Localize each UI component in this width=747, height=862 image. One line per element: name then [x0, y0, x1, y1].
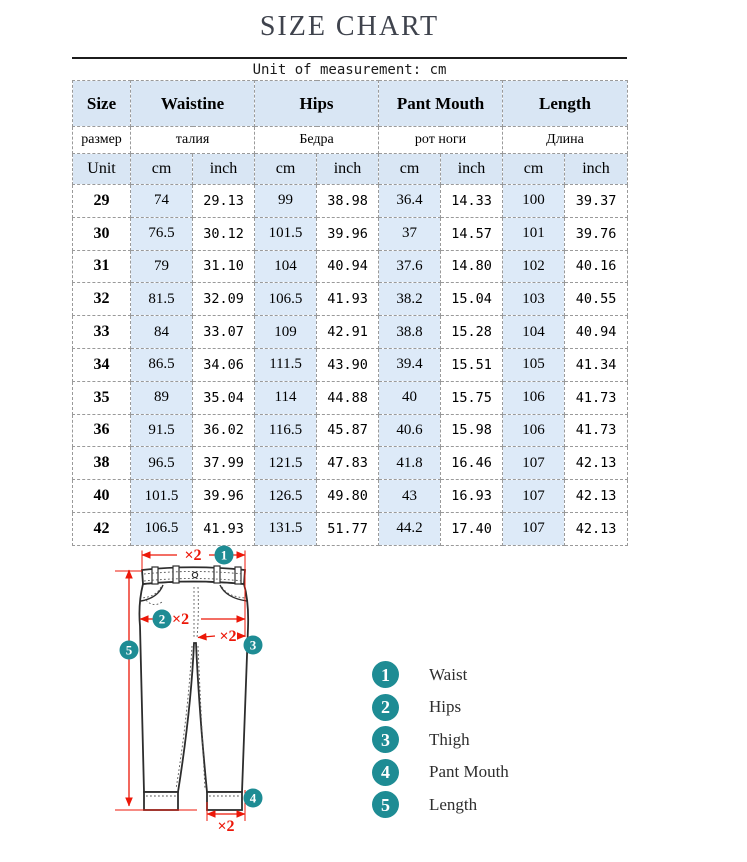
- waist-cm-cell: 86.5: [131, 348, 193, 381]
- unit-row: [73, 154, 628, 185]
- left-cuff: [144, 792, 178, 810]
- pants-outline: [139, 566, 248, 810]
- hips-cm-cell: 106.5: [255, 283, 317, 316]
- waist-cm-cell: 79: [131, 250, 193, 283]
- pant-mouth-cm-cell: 40.6: [379, 414, 441, 447]
- waist-cm-cell: 84: [131, 316, 193, 349]
- size-row: [73, 316, 628, 349]
- length-inch-cell: 39.76: [565, 217, 628, 250]
- pant-mouth-cm-cell: 43: [379, 480, 441, 513]
- legend-badge-2: 2: [372, 694, 399, 721]
- size-row: [73, 217, 628, 250]
- legend-badge-5: 5: [372, 791, 399, 818]
- length-inch-cell: 41.73: [565, 381, 628, 414]
- length-cm-cell: 101: [503, 217, 565, 250]
- hips-inch-cell: 47.83: [317, 447, 379, 480]
- title-divider: [72, 57, 627, 59]
- length-cm-cell: 100: [503, 185, 565, 218]
- pant-mouth-cm-cell: 37.6: [379, 250, 441, 283]
- length-inch-cell: 40.55: [565, 283, 628, 316]
- hips-cm-cell: 109: [255, 316, 317, 349]
- size-row: [73, 447, 628, 480]
- hips-x2-label: ×2: [172, 611, 190, 628]
- russian-length: Длина: [503, 127, 628, 154]
- legend-item-length: [372, 791, 509, 818]
- length-inch-cell: 42.13: [565, 480, 628, 513]
- pant-mouth-cm-cell: 40: [379, 381, 441, 414]
- legend-label: Pant Mouth: [429, 762, 509, 781]
- length-inch-cell: 40.16: [565, 250, 628, 283]
- waist-inch-cell: 35.04: [193, 381, 255, 414]
- unit-cell: cm: [379, 154, 441, 185]
- russian-header-row: [73, 127, 628, 154]
- pant-mouth-cm-cell: 41.8: [379, 447, 441, 480]
- size-table-body: [73, 185, 628, 546]
- size-cell: 32: [73, 283, 131, 316]
- length-inch-cell: 41.73: [565, 414, 628, 447]
- legend-item-waist: [372, 661, 509, 688]
- svg-text:3: 3: [249, 637, 257, 653]
- length-cm-cell: 104: [503, 316, 565, 349]
- unit-cell: inch: [441, 154, 503, 185]
- header-hips: Hips: [255, 81, 379, 127]
- waist-inch-cell: 32.09: [193, 283, 255, 316]
- pant-mouth-inch-cell: 17.40: [441, 512, 503, 545]
- pant-mouth-inch-cell: 14.80: [441, 250, 503, 283]
- pant-mouth-cm-cell: 36.4: [379, 185, 441, 218]
- size-cell: 40: [73, 480, 131, 513]
- size-row: [73, 250, 628, 283]
- hips-cm-cell: 104: [255, 250, 317, 283]
- size-cell: 35: [73, 381, 131, 414]
- waist-button-icon: [192, 572, 197, 577]
- legend-item-thigh: [372, 726, 509, 753]
- waist-inch-cell: 36.02: [193, 414, 255, 447]
- size-chart-sheet: [72, 0, 627, 546]
- unit-cell: inch: [193, 154, 255, 185]
- hips-inch-cell: 44.88: [317, 381, 379, 414]
- russian-size: размер: [73, 127, 131, 154]
- unit-cell: cm: [255, 154, 317, 185]
- pant-mouth-cm-cell: 44.2: [379, 512, 441, 545]
- pant-mouth-cm-cell: 39.4: [379, 348, 441, 381]
- unit-cell: inch: [565, 154, 628, 185]
- header-row: [73, 81, 628, 127]
- pant-mouth-inch-cell: 15.98: [441, 414, 503, 447]
- size-cell: 29: [73, 185, 131, 218]
- waist-inch-cell: 30.12: [193, 217, 255, 250]
- page-title: SIZE CHART: [259, 11, 440, 42]
- legend-label: Hips: [429, 697, 462, 716]
- waist-inch-cell: 39.96: [193, 480, 255, 513]
- pant-mouth-inch-cell: 16.93: [441, 480, 503, 513]
- legend-badge-4: 4: [372, 759, 399, 786]
- length-inch-cell: 39.37: [565, 185, 628, 218]
- pant-mouth-inch-cell: 14.57: [441, 217, 503, 250]
- svg-text:4: 4: [249, 790, 257, 806]
- legend-label: Waist: [429, 664, 468, 684]
- size-row: [73, 480, 628, 513]
- unit-cell: cm: [503, 154, 565, 185]
- waist-inch-cell: 29.13: [193, 185, 255, 218]
- length-cm-cell: 105: [503, 348, 565, 381]
- size-row: [73, 283, 628, 316]
- legend-item-pant-mouth: [372, 759, 509, 786]
- waist-inch-cell: 37.99: [193, 447, 255, 480]
- size-cell: 38: [73, 447, 131, 480]
- waist-cm-cell: 91.5: [131, 414, 193, 447]
- length-inch-cell: 41.34: [565, 348, 628, 381]
- pant-mouth-x2-label: ×2: [217, 818, 235, 835]
- hips-cm-cell: 126.5: [255, 480, 317, 513]
- hips-cm-cell: 121.5: [255, 447, 317, 480]
- russian-pant-mouth: рот ноги: [379, 127, 503, 154]
- hips-inch-cell: 51.77: [317, 512, 379, 545]
- hips-inch-cell: 43.90: [317, 348, 379, 381]
- hips-inch-cell: 40.94: [317, 250, 379, 283]
- hips-cm-cell: 116.5: [255, 414, 317, 447]
- length-cm-cell: 107: [503, 447, 565, 480]
- size-cell: 42: [73, 512, 131, 545]
- right-cuff: [207, 792, 242, 810]
- size-row: [73, 381, 628, 414]
- hips-inch-cell: 39.96: [317, 217, 379, 250]
- header-waistine: Waistine: [131, 81, 255, 127]
- length-inch-cell: 42.13: [565, 512, 628, 545]
- size-cell: 30: [73, 217, 131, 250]
- waist-cm-cell: 101.5: [131, 480, 193, 513]
- header-length: Length: [503, 81, 628, 127]
- pant-mouth-inch-cell: 15.28: [441, 316, 503, 349]
- unit-subtitle: Unit of measurement: cm: [252, 62, 447, 78]
- unit-label-cell: Unit: [73, 154, 131, 185]
- pant-mouth-inch-cell: 15.04: [441, 283, 503, 316]
- svg-text:5: 5: [125, 642, 133, 658]
- size-cell: 36: [73, 414, 131, 447]
- waist-cm-cell: 81.5: [131, 283, 193, 316]
- size-cell: 31: [73, 250, 131, 283]
- legend-label: Thigh: [429, 729, 470, 749]
- size-cell: 33: [73, 316, 131, 349]
- pant-mouth-inch-cell: 15.51: [441, 348, 503, 381]
- length-cm-cell: 106: [503, 381, 565, 414]
- size-row: [73, 185, 628, 218]
- legend-item-hips: [372, 694, 509, 721]
- measurement-legend: [372, 661, 509, 818]
- russian-hips: Бедра: [255, 127, 379, 154]
- hips-cm-cell: 131.5: [255, 512, 317, 545]
- pants-diagram-svg: [60, 540, 330, 857]
- size-row: [73, 348, 628, 381]
- hips-inch-cell: 41.93: [317, 283, 379, 316]
- pants-measurement-diagram: [60, 540, 330, 857]
- length-cm-cell: 103: [503, 283, 565, 316]
- legend-badge-3: 3: [372, 726, 399, 753]
- hips-inch-cell: 42.91: [317, 316, 379, 349]
- pant-mouth-inch-cell: 16.46: [441, 447, 503, 480]
- pant-mouth-cm-cell: 38.2: [379, 283, 441, 316]
- hips-cm-cell: 101.5: [255, 217, 317, 250]
- hips-inch-cell: 38.98: [317, 185, 379, 218]
- header-size: Size: [73, 81, 131, 127]
- size-row: [73, 414, 628, 447]
- waist-cm-cell: 96.5: [131, 447, 193, 480]
- russian-waist: талия: [131, 127, 255, 154]
- waist-cm-cell: 76.5: [131, 217, 193, 250]
- length-inch-cell: 40.94: [565, 316, 628, 349]
- pant-mouth-cm-cell: 37: [379, 217, 441, 250]
- unit-cell: inch: [317, 154, 379, 185]
- hips-cm-cell: 111.5: [255, 348, 317, 381]
- length-cm-cell: 107: [503, 480, 565, 513]
- length-cm-cell: 106: [503, 414, 565, 447]
- waist-inch-cell: 31.10: [193, 250, 255, 283]
- waist-x2-label: ×2: [184, 547, 202, 564]
- waist-cm-cell: 89: [131, 381, 193, 414]
- length-cm-cell: 107: [503, 512, 565, 545]
- waist-inch-cell: 34.06: [193, 348, 255, 381]
- pant-mouth-inch-cell: 15.75: [441, 381, 503, 414]
- hips-inch-cell: 49.80: [317, 480, 379, 513]
- hips-inch-cell: 45.87: [317, 414, 379, 447]
- thigh-x2-label: ×2: [219, 628, 237, 645]
- hips-cm-cell: 99: [255, 185, 317, 218]
- waist-cm-cell: 106.5: [131, 512, 193, 545]
- legend-badge-1: 1: [372, 661, 399, 688]
- legend-label: Length: [429, 794, 478, 814]
- svg-text:2: 2: [158, 611, 166, 627]
- length-cm-cell: 102: [503, 250, 565, 283]
- waist-inch-cell: 41.93: [193, 512, 255, 545]
- hips-cm-cell: 114: [255, 381, 317, 414]
- pant-mouth-cm-cell: 38.8: [379, 316, 441, 349]
- size-cell: 34: [73, 348, 131, 381]
- waist-inch-cell: 33.07: [193, 316, 255, 349]
- length-inch-cell: 42.13: [565, 447, 628, 480]
- size-chart-table: [72, 80, 628, 546]
- svg-text:1: 1: [220, 547, 228, 563]
- unit-cell: cm: [131, 154, 193, 185]
- header-pant-mouth: Pant Mouth: [379, 81, 503, 127]
- waist-cm-cell: 74: [131, 185, 193, 218]
- pant-mouth-inch-cell: 14.33: [441, 185, 503, 218]
